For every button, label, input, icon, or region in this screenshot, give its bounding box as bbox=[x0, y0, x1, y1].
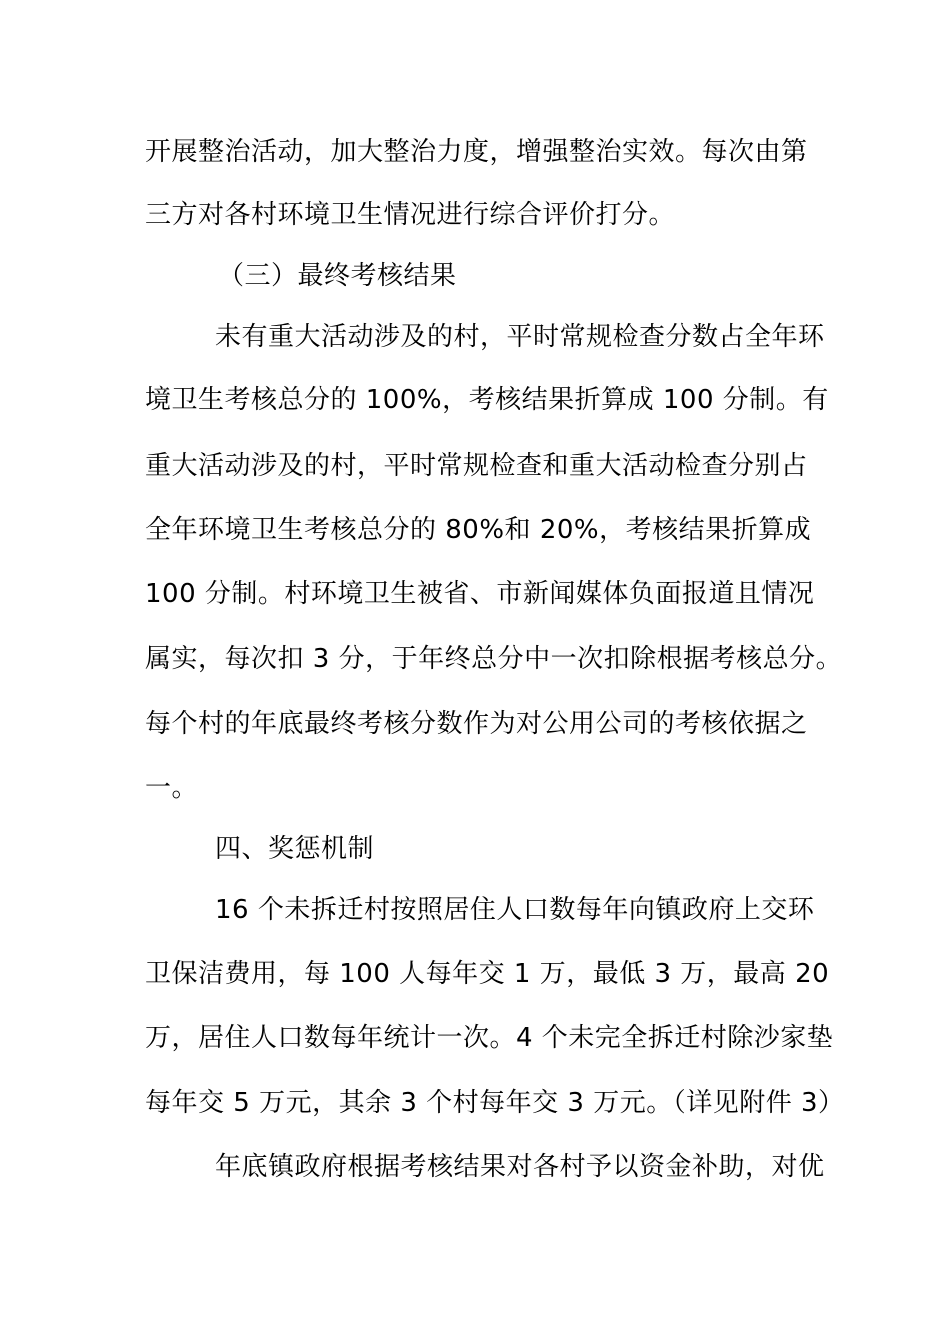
body-text-line: 年底镇政府根据考核结果对各村予以资金补助，对优 bbox=[215, 1152, 825, 1182]
body-text-line: 全年环境卫生考核总分的 80%和 20%，考核结果折算成 bbox=[145, 515, 812, 545]
body-text-line: 一。 bbox=[145, 773, 199, 803]
body-text-line: 未有重大活动涉及的村，平时常规检查分数占全年环 bbox=[215, 322, 825, 352]
section-heading: （三）最终考核结果 bbox=[218, 261, 457, 291]
body-text-line: 境卫生考核总分的 100%，考核结果折算成 100 分制。有 bbox=[145, 385, 829, 415]
body-text-line: 卫保洁费用，每 100 人每年交 1 万，最低 3 万，最高 20 bbox=[145, 959, 830, 989]
body-text-line: 100 分制。村环境卫生被省、市新闻媒体负面报道且情况 bbox=[145, 579, 815, 609]
body-text-line: 每年交 5 万元，其余 3 个村每年交 3 万元。（详见附件 3） bbox=[145, 1088, 845, 1118]
body-text-line: 开展整治活动，加大整治力度，增强整治实效。每次由第 bbox=[145, 137, 808, 167]
body-text-line: 16 个未拆迁村按照居住人口数每年向镇政府上交环 bbox=[215, 895, 815, 925]
body-text-line: 每个村的年底最终考核分数作为对公用公司的考核依据之 bbox=[145, 709, 808, 739]
body-text-line: 属实，每次扣 3 分，于年终总分中一次扣除根据考核总分。 bbox=[145, 644, 843, 674]
body-text-line: 三方对各村环境卫生情况进行综合评价打分。 bbox=[145, 200, 676, 230]
body-text-line: 万，居住人口数每年统计一次。4 个未完全拆迁村除沙家垫 bbox=[145, 1023, 834, 1053]
body-text-line: 重大活动涉及的村，平时常规检查和重大活动检查分别占 bbox=[145, 451, 808, 481]
section-heading: 四、奖惩机制 bbox=[215, 834, 375, 864]
